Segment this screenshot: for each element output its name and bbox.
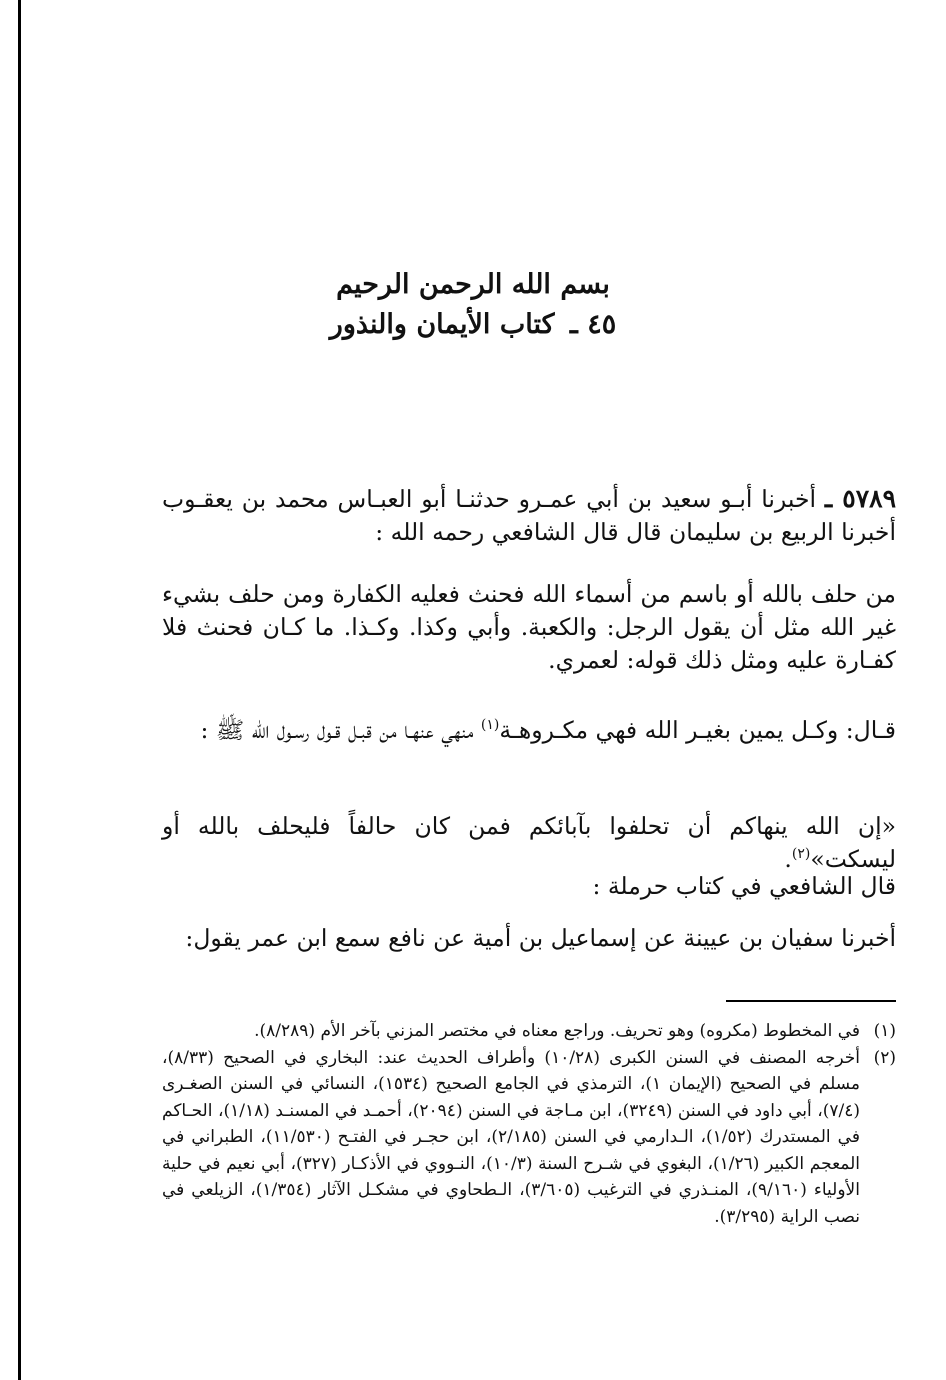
footnote-text: في المخطوط (مكروه) وهو تحريف. وراجع معناه في مختصر المزني بآخر الأم (٨/٢٨٩).	[254, 1021, 860, 1041]
hadith-quote	[162, 810, 940, 876]
isnad-text: أخبرنا أبـو سعيد بن أبي عمـرو حدثنـا أبو العبـاس محمد بن يعقـوب أخبرنا الربيع بن سليمان قال قال الشافعي رحمه الله :	[162, 485, 896, 546]
footnote-mark: (١)	[873, 1021, 896, 1041]
paragraph-text-b: منهي عنهـا من قبـل قـول رسـول الله ﷺ :	[200, 716, 481, 744]
footnote-2	[162, 1045, 896, 1231]
paragraph-sufyan: أخبرنا سفيان بن عيينة عن إسماعيل بن أمية عن نافع سمع ابن عمر يقول:	[185, 924, 896, 952]
paragraph-harmala: قال الشافعي في كتاب حرملة :	[592, 872, 896, 900]
hadith-isnad	[162, 482, 896, 549]
footnote-text: أخرجه المصنف في السنن الكبرى (١٠/٢٨) وأطراف الحديث عند: البخاري في الصحيح (٨/٣٣)، مسلم في الصحيح (الإيمان ١)، الترمذي في الجامع الصحيح (١٥٣٤)، النسائي في السنن الصغـرى (٧/٤)، أبي داود في السنن (٣٢٤٩)، ابن مـاجة في السنن (٢٠٩٤)، أحمـد في المسنـد (١/١٨)، الحـاكم في المستدرك (١/٥٢)، الـدارمي في السنن (٢/١٨٥)، ابن حجـر في الفتـح (١١/٥٣٠)، الطبراني في المعجم الكبير (١/٢٦)، البغوي في شـرح السنة (١٠/٣)، النـووي في الأذكـار (٣٢٧)، أبي نعيم في حلية الأولياء (٩/١٦٠)، المنـذري في الترغيب (٣/٦٠٥)، الـطحاوي في مشكـل الآثار (١/٣٥٤)، الزيلعي في نصب الراية (٣/٢٩٥).	[162, 1047, 861, 1227]
footnote-mark: (٢)	[873, 1047, 896, 1068]
basmala: بسم الله الرحمن الرحيم	[336, 269, 610, 300]
footnote-1	[162, 1018, 896, 1045]
chapter-number: ٤٥ ـ	[569, 309, 617, 340]
footnotes	[162, 1018, 896, 1230]
hadith-number: ٥٧٨٩ ـ	[824, 484, 897, 513]
footnote-separator	[726, 1000, 896, 1002]
footnote-ref-2[interactable]: (٢)	[791, 846, 811, 863]
footnote-ref-1[interactable]: (١)	[480, 717, 500, 734]
chapter-heading	[0, 308, 946, 342]
paragraph-oath: من حلف بالله أو باسم من أسماء الله فحنث فعليه الكفارة ومن حلف بشيء غير الله مثل أن يقول الرجل: والكعبة. وأبي وكذا. وكـذا. ما كـان فحنث فلا كفـارة عليه ومثل ذلك قوله: لعمري.	[162, 580, 896, 674]
paragraph-text-a: قـال: وكـل يمين بغيـر الله فهي مكـروهـة	[499, 716, 896, 744]
quote-text: «إن الله ينهاكم أن تحلفوا بآبائكم فمن كان حالفاً فليحلف بالله أو ليسكت»	[162, 812, 896, 873]
chapter-title: كتاب الأيمان والنذور	[329, 309, 555, 340]
quote-end: .	[784, 845, 792, 873]
paragraph-disliked-oaths	[162, 714, 940, 747]
